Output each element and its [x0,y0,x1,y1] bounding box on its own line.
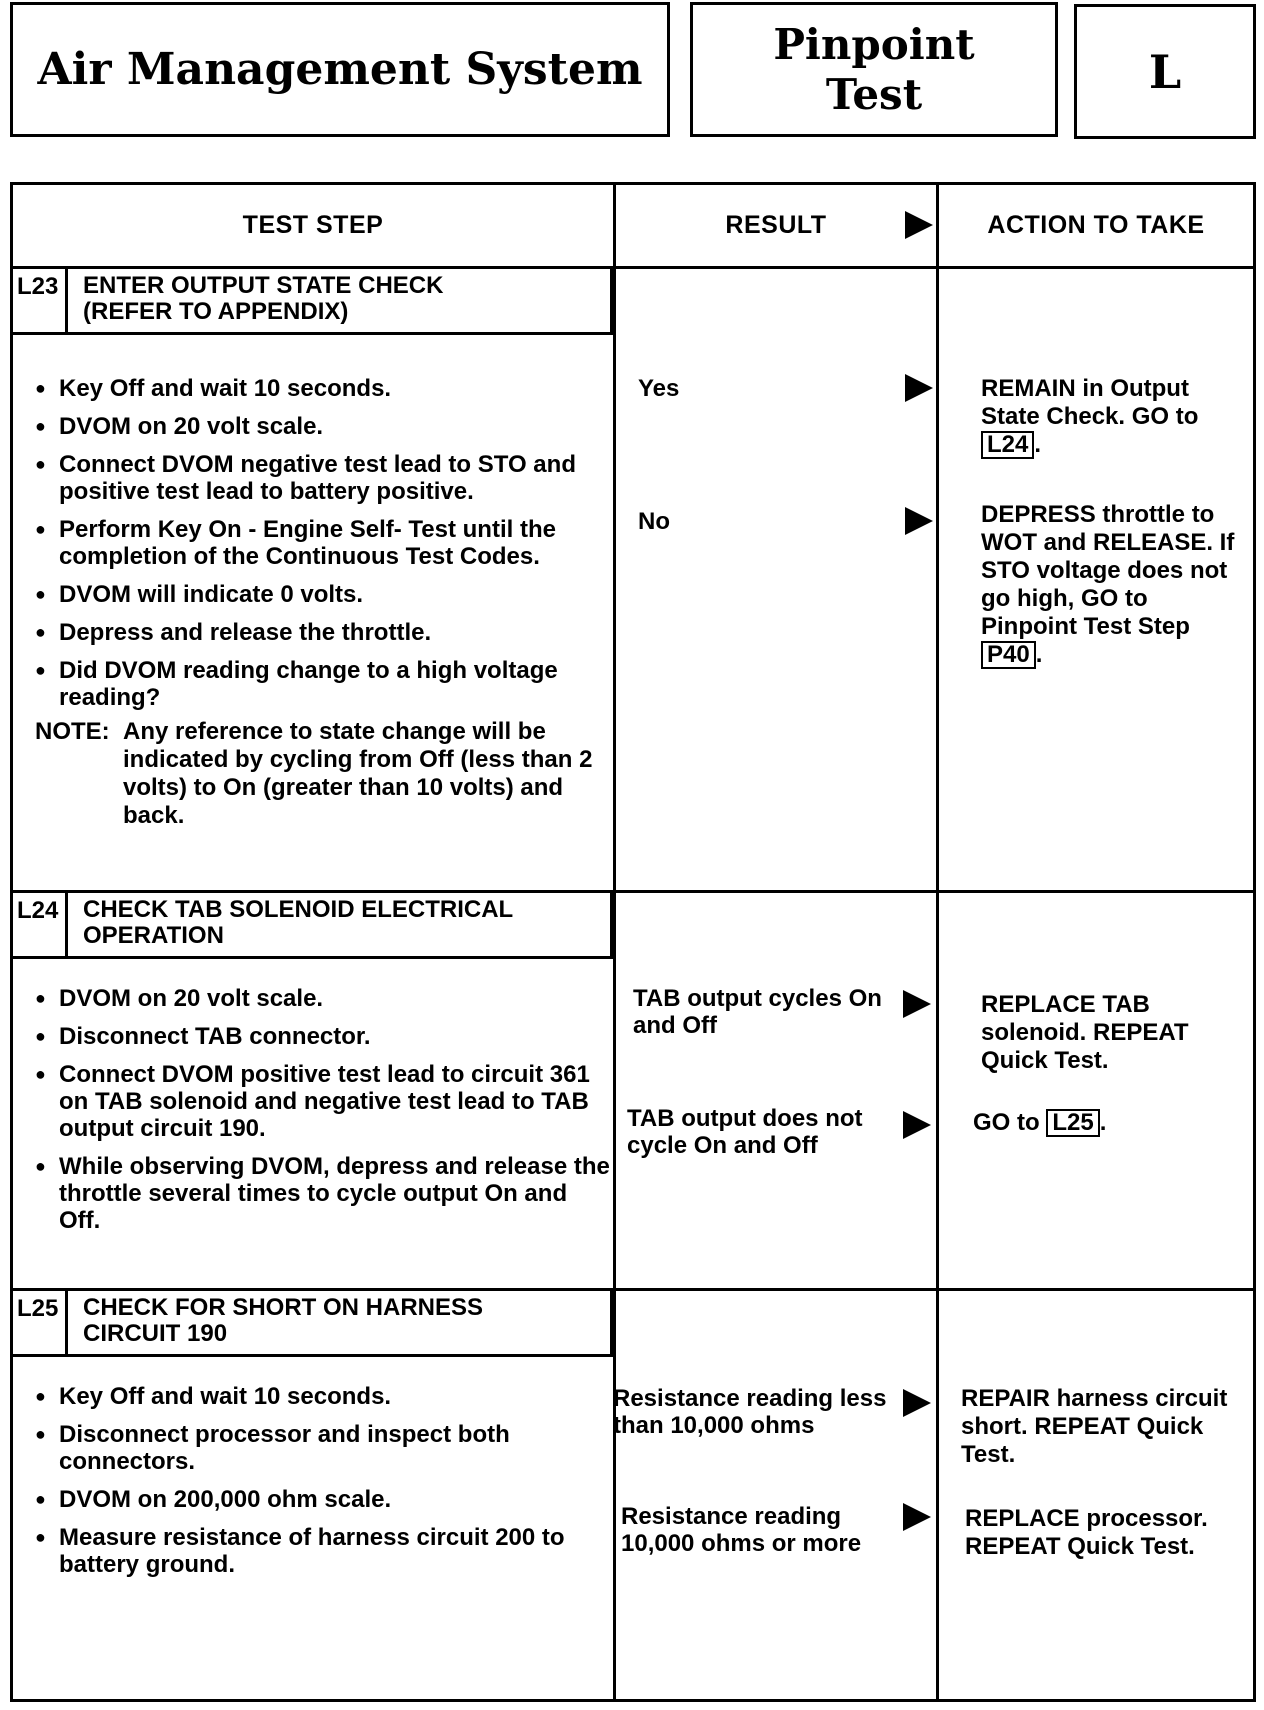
action-l24-no-cycle: GO to L25 . [973,1109,1107,1136]
list-item: ● Depress and release the throttle. [35,619,613,646]
step-number: L25 [13,1291,68,1354]
step-number: L23 [13,269,68,332]
result-high-resistance: Resistance reading 10,000 ohms or more [621,1503,862,1557]
title-box [10,2,670,137]
test-letter-box [1074,4,1256,139]
action-l23-yes: REMAIN in Output State Check. GO to L24 . [981,375,1199,458]
pinpoint-test-label: Pinpoint Test [773,19,975,119]
action-l25-high: REPLACE processor. REPEAT Quick Test. [965,1505,1208,1560]
list-item: ● Disconnect processor and inspect both connectors. [35,1421,613,1475]
result-cycles: TAB output cycles On and Off [633,985,882,1039]
list-item: ● DVOM on 20 volt scale. [35,413,613,440]
list-item: ● Connect DVOM negative test lead to STO and positive test lead to battery positive. [35,451,613,505]
step-reference[interactable]: P40 [981,641,1036,669]
list-item: ● Disconnect TAB connector. [35,1023,613,1050]
pinpoint-test-box [690,2,1058,137]
arrow-icon [903,1389,931,1417]
result-no-cycle: TAB output does not cycle On and Off [627,1105,863,1159]
column-header-test-step: TEST STEP [242,210,384,239]
step-title: ENTER OUTPUT STATE CHECK (REFER TO APPENDIX) [83,272,444,325]
step-header-l24 [13,893,613,959]
list-item: ● DVOM on 20 volt scale. [35,985,613,1012]
list-item: ● Perform Key On - Engine Self- Test until the completion of the Continuous Test Codes. [35,516,613,570]
step-reference[interactable]: L25 [1046,1109,1099,1137]
list-item: ● DVOM will indicate 0 volts. [35,581,613,608]
column-header-action: ACTION TO TAKE [987,210,1205,239]
step-instructions-l23 [35,375,613,722]
list-item: ● Key Off and wait 10 seconds. [35,1383,613,1410]
list-item: ● Measure resistance of harness circuit 200 to battery ground. [35,1524,613,1578]
column-header-result: RESULT [725,210,827,239]
column-divider [613,185,616,1699]
list-item: ● DVOM on 200,000 ohm scale. [35,1486,613,1513]
arrow-icon [905,507,933,535]
arrow-icon [903,1111,931,1139]
arrow-icon [905,211,933,239]
step-instructions-l25 [35,1383,613,1589]
column-divider [936,185,939,1699]
result-no: No [638,508,670,535]
page-title: Air Management System [37,44,643,95]
pinpoint-table [10,182,1256,1702]
step-reference[interactable]: L24 [981,431,1034,459]
step-header-l25 [13,1291,613,1357]
arrow-icon [903,1503,931,1531]
list-item: ● Key Off and wait 10 seconds. [35,375,613,402]
result-low-resistance: Resistance reading less than 10,000 ohms [613,1385,887,1439]
step-instructions-l24 [35,985,613,1245]
step-title: CHECK TAB SOLENOID ELECTRICAL OPERATION [83,896,514,949]
note-text: Any reference to state change will be indicated by cycling from Off (less than 2 volts) to On (greater than 10 volts) and back. [123,718,593,829]
list-item: ● Did DVOM reading change to a high voltage reading? [35,657,613,711]
result-yes: Yes [638,375,680,402]
action-l24-cycles: REPLACE TAB solenoid. REPEAT Quick Test. [981,991,1189,1074]
arrow-icon [903,990,931,1018]
step-header-l23 [13,269,613,335]
test-letter: L [1148,44,1182,99]
action-l23-no: DEPRESS throttle to WOT and RELEASE. If STO voltage does not go high, GO to Pinpoint Test Step P40 . [981,501,1235,668]
step-title: CHECK FOR SHORT ON HARNESS CIRCUIT 190 [83,1294,484,1347]
arrow-icon [905,374,933,402]
list-item: ● While observing DVOM, depress and release the throttle several times to cycle output On and Off. [35,1153,613,1234]
action-l25-low: REPAIR harness circuit short. REPEAT Quick Test. [961,1385,1228,1468]
list-item: ● Connect DVOM positive test lead to circuit 361 on TAB solenoid and negative test lead to TAB output circuit 190. [35,1061,613,1142]
step-number: L24 [13,893,68,956]
note-label: NOTE: [35,718,110,745]
step-note [35,718,615,830]
